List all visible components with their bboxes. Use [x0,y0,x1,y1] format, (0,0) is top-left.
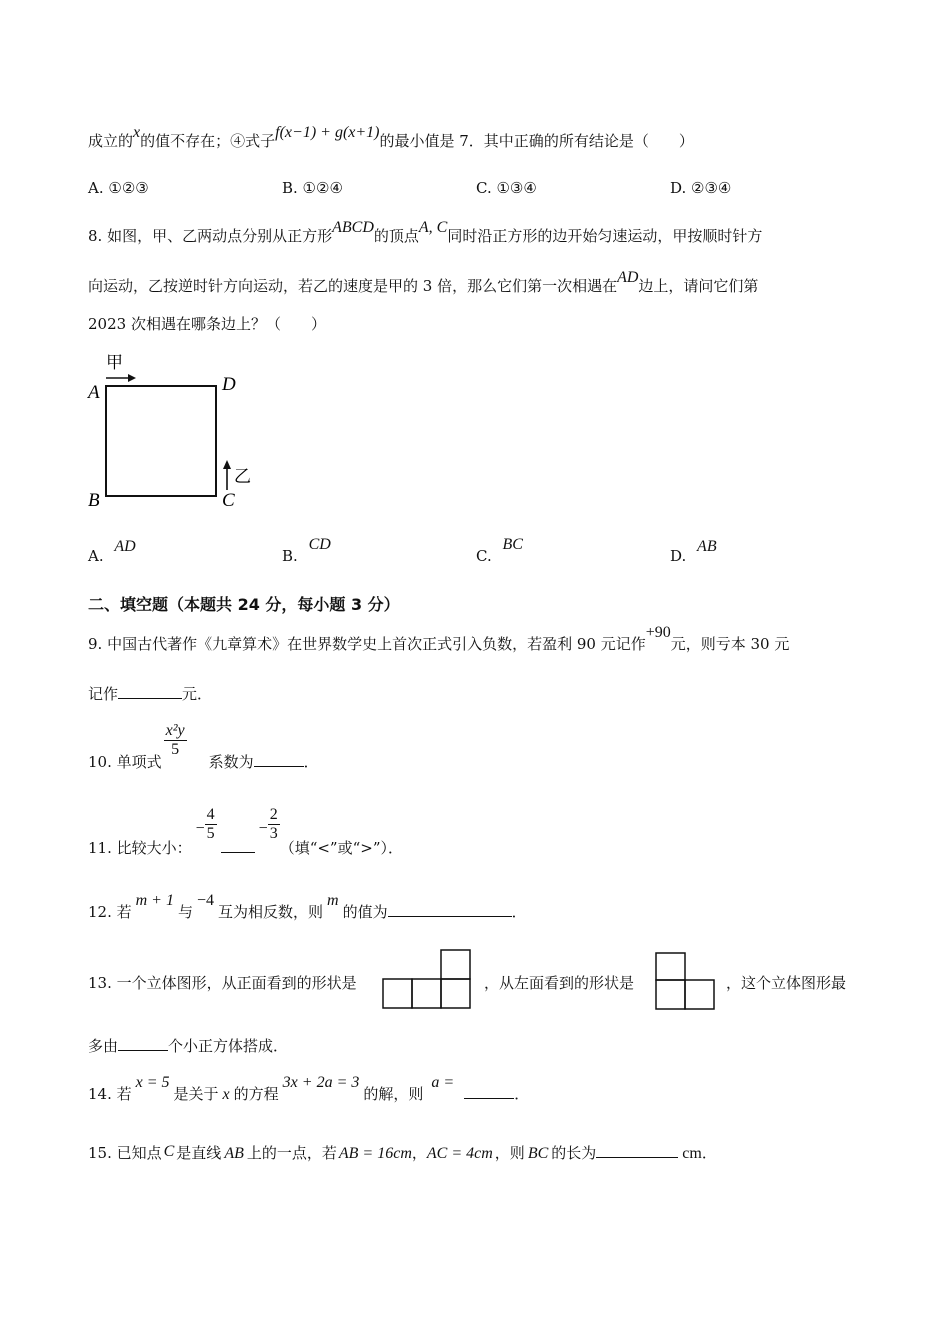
q15-text-e: 的长为 [551,1144,597,1162]
jia-arrow-head [128,374,136,382]
q8-option-b [282,534,331,565]
q10-text-c: ． [303,752,319,771]
q15-seg-bc: BC [527,1145,549,1162]
q8-option-b-value: CD [308,536,331,553]
q15-text-c: 上的一点，若 [246,1144,337,1162]
q12-text-c: 互为相反数，则 [218,903,324,921]
q8-option-c [476,534,523,565]
q10-numerator: x²y [165,722,185,739]
q8-option-a-letter: A. [88,547,104,565]
q8-option-a [88,536,136,565]
q7-var-x: x [133,124,141,141]
q8-option-d-letter: D. [670,547,687,565]
q8-option-a-value: AD [114,538,136,555]
left-view-cell [685,980,714,1009]
q7-option-a: A. ①②③ [88,179,149,197]
q12-text-e: ． [511,903,527,921]
label-jia: 甲 [106,353,123,373]
q9-answer-blank [118,684,182,699]
q14-eq-1: x = 5 [135,1074,170,1091]
square-abcd [106,386,216,496]
q15-sep: ， [411,1144,427,1162]
q13-answer-blank [118,1036,168,1051]
q8-text-2b: 边上，请问它们第 [638,277,759,295]
q10-text-a: 10. 单项式 [88,752,162,771]
q15-text-f: ． [701,1144,717,1162]
q14-text-d: 的解，则 [363,1085,424,1103]
q10-denominator: 5 [164,740,187,759]
q8-option-d [670,536,717,565]
q15-answer-blank [596,1143,678,1158]
front-view-cell [383,979,412,1008]
q15-line-ab: AB [224,1145,244,1162]
q13-text-a: 13. 一个立体图形，从正面看到的形状是 [88,974,357,992]
vertex-c: C [222,490,235,511]
q11-f1-num: 4 [206,806,215,823]
vertex-d: D [222,374,236,395]
q8-option-d-value: AB [697,538,717,555]
q15-text-a: 15. 已知点 [88,1144,162,1162]
q14-text-e: ． [514,1085,530,1103]
q7-expression: f(x−1) + g(x+1) [275,124,380,141]
q11-answer-blank [221,838,255,853]
q7-option-d: D. ②③④ [670,179,732,197]
q8-line2 [88,269,759,297]
q13-text-b: ，从左面看到的形状是 [484,974,635,992]
q12-expr-1: m + 1 [135,892,174,909]
q8-text-2a: 向运动，乙按逆时针方向运动，若乙的速度是甲的 3 倍，那么它们第一次相遇在 [88,277,618,295]
q15-text-b: 是直线 [176,1144,222,1162]
vertex-a: A [88,382,100,403]
q8-square-name: ABCD [332,219,374,236]
q9-line2 [88,684,212,704]
q14-answer-blank [464,1084,514,1099]
q7-text-a: 成立的 [88,132,134,150]
q11-fraction-1 [205,806,217,843]
q14-eq-2: 3x + 2a = 3 [282,1074,360,1091]
q13-text-2b: 个小正方体搭成． [168,1037,289,1055]
q14-line [88,1074,530,1105]
q12-answer-blank [388,902,512,917]
section-heading: 二、填空题（本题共 24 分，每小题 3 分） [88,595,400,614]
q9-text-2a: 记作 [88,685,119,703]
q9-text-1a: 9. 中国古代著作《九章算术》在世界数学史上首次正式引入负数，若盈利 90 元记作 [88,635,646,653]
q11-f2-num: 2 [269,806,278,823]
q8-text-1c: 同时沿正方形的边开始匀速运动，甲按顺时针方 [447,227,763,245]
left-view-figure [655,952,717,1010]
q11-text-b: （填“<”或“>”）． [279,838,403,857]
q9-text-2b: 元． [182,685,213,703]
front-view-cell [441,979,470,1008]
q11-sign-1: − [195,819,205,837]
q7-option-b: B. ①②④ [282,179,343,197]
q15-eq-1: AB = 16cm [338,1145,412,1162]
front-view-cell [412,979,441,1008]
q12-text-d: 的值为 [342,903,388,921]
q10-line [88,722,319,771]
q11-text-a: 11. 比较大小： [88,838,192,857]
q15-text-d: ，则 [494,1144,525,1162]
q14-var-x: x [222,1086,230,1103]
q8-option-c-letter: C. [476,547,492,565]
front-view-figure [382,948,474,1010]
q13-line2 [88,1036,288,1056]
q11-f1-den: 5 [206,825,215,842]
q15-eq-2: AC = 4cm [426,1145,493,1162]
q8-text-1b: 的顶点 [373,227,419,245]
q15-line [88,1143,717,1164]
q11-f2-den: 3 [269,825,278,842]
q15-unit: cm [682,1145,702,1162]
label-yi: 乙 [234,467,251,487]
q15-point-c: C [163,1143,175,1160]
q9-text-1b: 元，则亏本 30 元 [670,635,790,653]
vertex-b: B [88,490,100,511]
q13-text-c: ，这个立体图形最 [726,974,847,992]
q11-line [88,806,403,857]
q14-text-c: 的方程 [233,1085,279,1103]
q8-option-c-value: BC [502,536,523,553]
q8-line3: 2023 次相遇在哪条边上？（ ） [88,315,326,333]
q12-text-b: 与 [177,903,193,921]
square-figure [84,348,274,518]
yi-arrow-head [223,460,231,469]
q12-line [88,892,527,923]
q7-tail-line [88,124,694,152]
front-view-cell [441,950,470,979]
left-view-cell [656,953,685,980]
q11-sign-2: − [258,819,268,837]
left-view-cell [656,980,685,1009]
q14-text-b: 是关于 [173,1085,219,1103]
q8-option-b-letter: B. [282,547,298,565]
q9-line1 [88,624,790,655]
q8-points: A, C [418,219,448,236]
q8-line1 [88,219,763,247]
q12-text-a: 12. 若 [88,903,132,921]
q10-answer-blank [254,752,304,767]
q10-text-b: 系数为 [208,752,254,771]
q12-expr-2: −4 [197,892,215,909]
q9-plus90: +90 [645,624,671,641]
q8-edge: AD [617,269,639,286]
q8-text-1a: 8. 如图，甲、乙两动点分别从正方形 [88,227,333,245]
q10-fraction [164,722,187,759]
q7-text-b: 的值不存在；④式子 [140,132,276,150]
q11-fraction-2 [268,806,280,843]
q14-text-a: 14. 若 [88,1085,132,1103]
q14-eq-3: a = [431,1074,455,1091]
q7-option-c: C. ①③④ [476,179,537,197]
q13-text-2a: 多由 [88,1037,119,1055]
q7-text-c: 的最小值是 7．其中正确的所有结论是（ ） [379,132,694,150]
q12-var-m: m [327,892,339,909]
